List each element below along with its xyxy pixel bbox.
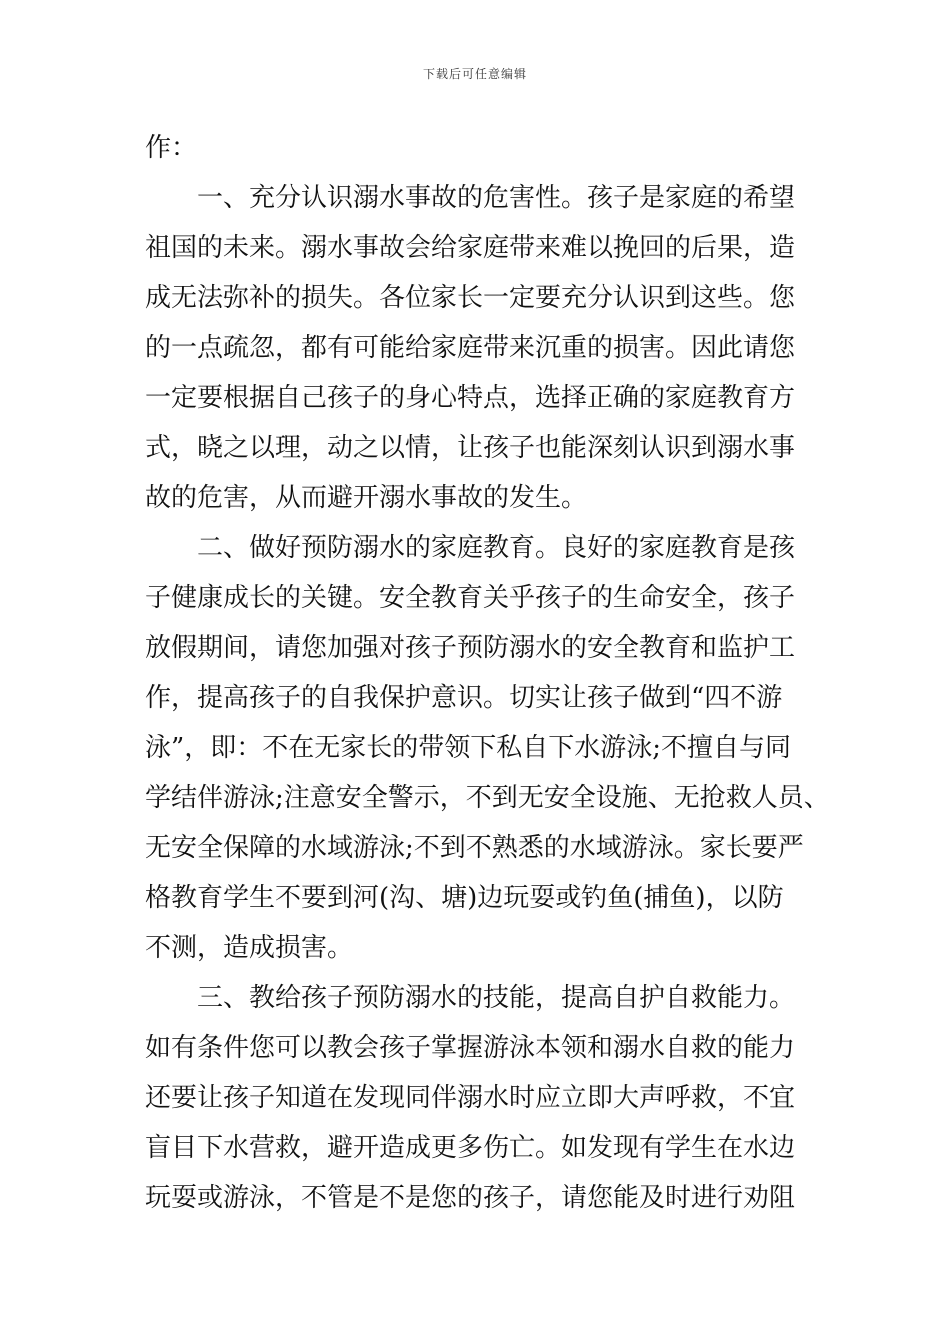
text-line: 如有条件您可以教会孩子掌握游泳本领和溺水自救的能力 (145, 1033, 796, 1063)
text-line: 二、做好预防溺水的家庭教育。良好的家庭教育是孩 (145, 533, 796, 563)
text-line: 玩耍或游泳，不管是不是您的孩子，请您能及时进行劝阻 (145, 1183, 796, 1213)
text-line: 作： (145, 133, 198, 163)
text-line: 祖国的未来。溺水事故会给家庭带来难以挽回的后果，造 (145, 233, 796, 263)
text-line: 无安全保障的水域游泳;不到不熟悉的水域游泳。家长要严 (145, 833, 804, 863)
text-line: 泳”，即：不在无家长的带领下私自下水游泳;不擅自与同 (145, 733, 792, 763)
text-line: 成无法弥补的损失。各位家长一定要充分认识到这些。您 (145, 283, 796, 313)
text-line: 还要让孩子知道在发现同伴溺水时应立即大声呼救，不宜 (145, 1083, 796, 1113)
text-line: 一定要根据自己孩子的身心特点，选择正确的家庭教育方 (145, 383, 796, 413)
text-line: 盲目下水营救，避开造成更多伤亡。如发现有学生在水边 (145, 1133, 796, 1163)
page-header: 下载后可任意编辑 (422, 67, 527, 81)
text-line: 作，提高孩子的自我保护意识。切实让孩子做到“四不游 (145, 683, 783, 713)
text-line: 子健康成长的关键。安全教育关乎孩子的生命安全，孩子 (145, 583, 796, 613)
text-line: 三、教给孩子预防溺水的技能，提高自护自救能力。 (145, 983, 796, 1013)
text-line: 不测，造成损害。 (145, 933, 354, 963)
text-line: 的一点疏忽，都有可能给家庭带来沉重的损害。因此请您 (145, 333, 796, 363)
text-line: 一、充分认识溺水事故的危害性。孩子是家庭的希望 (145, 183, 796, 213)
text-line: 学结伴游泳;注意安全警示，不到无安全设施、无抢救人员、 (145, 783, 830, 813)
text-line: 放假期间，请您加强对孩子预防溺水的安全教育和监护工 (145, 633, 796, 663)
text-line: 式，晓之以理，动之以情，让孩子也能深刻认识到溺水事 (145, 433, 796, 463)
text-line: 故的危害，从而避开溺水事故的发生。 (145, 483, 588, 513)
text-line: 格教育学生不要到河(沟、塘)边玩耍或钓鱼(捕鱼)，以防 (145, 883, 784, 913)
